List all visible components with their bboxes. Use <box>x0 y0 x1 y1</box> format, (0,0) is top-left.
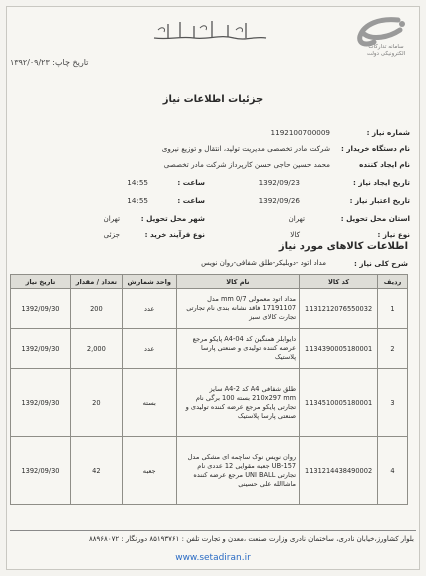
row-name: روان نویس نوک ساچمه ای مشکی مدل UB-157 جعبه مقوایی 12 عددی نام تجارتی UNI BALL مرجع عرضه کننده ماشاالله علی حسینی <box>176 437 299 505</box>
page-title: جزئیات اطلاعات نیاز <box>162 94 264 105</box>
row-code: 1131214438490002 <box>300 437 378 505</box>
logo-text: سامانه تدارکات الکترونیکی دولت <box>366 44 406 57</box>
goods-table-header <box>11 275 408 289</box>
footer-address: بلوار کشاورز،خیابان نادری، ساختمان نادری وزارت صنعت ،معدن و تجارت تلفن : ۸۵۱۹۳۷۶۱ دورنگار : ۸۸۹۶۸۰۷۲ <box>89 535 414 543</box>
table-row <box>11 369 408 437</box>
row-qty: 200 <box>70 289 122 329</box>
table-row <box>11 289 408 329</box>
row-code: 1134390005180001 <box>300 329 378 369</box>
row-code: 1131212076550032 <box>300 289 378 329</box>
row-date: 1392/09/30 <box>11 437 71 505</box>
row-date: 1392/09/30 <box>11 369 71 437</box>
validity-date-value: 1392/09/26 <box>258 196 300 205</box>
creator-label: نام ایجاد کننده <box>359 160 410 169</box>
general-description-value: مداد اتود -دوبلیکر-طلق شفافی-روان نویس <box>201 259 326 267</box>
need-type-label: نوع نیاز : <box>377 230 410 239</box>
goods-section-title: اطلاعات کالاهای مورد نیاز <box>278 241 408 252</box>
row-unit: جعبه <box>122 437 176 505</box>
create-time-label: ساعت : <box>177 178 205 187</box>
footer-url[interactable]: www.setadiran.ir <box>175 553 251 563</box>
purchase-type-value: جزئی <box>103 230 120 239</box>
row-name: دایوابلر همنگین کد A4-04 پایکو مرجع عرضه کننده تولیدی و صنعتی پارسا پلاستیک <box>176 329 299 369</box>
row-qty: 2,000 <box>70 329 122 369</box>
row-unit: بسته <box>122 369 176 437</box>
city-label: شهر محل تحویل : <box>140 214 205 223</box>
row-name: مداد اتود معمولی 0/7 mm مدل 17191107 فاقد نشانه بندی نام تجارتی تجارت کالای سبز <box>176 289 299 329</box>
general-description-label: شرح کلی نیاز : <box>354 259 408 268</box>
col-qty: تعداد / مقدار <box>70 275 122 289</box>
buyer-value: شرکت مادر تخصصی مدیریت تولید، انتقال و توزیع نیروی <box>161 144 330 153</box>
goods-table <box>10 274 408 505</box>
create-date-label: تاریخ ایجاد نیاز : <box>353 178 410 187</box>
need-number-value: 1192100700009 <box>270 128 330 137</box>
col-unit: واحد شمارش <box>122 275 176 289</box>
footer-divider <box>10 530 416 531</box>
create-date-value: 1392/09/23 <box>258 178 300 187</box>
create-time-value: 14:55 <box>127 178 148 187</box>
row-code: 1134510005180001 <box>300 369 378 437</box>
print-date: تاریخ چاپ: ۱۳۹۲/۰۹/۲۳ <box>10 58 89 67</box>
table-row <box>11 329 408 369</box>
col-index: ردیف <box>378 275 408 289</box>
purchase-type-label: نوع فرآیند خرید : <box>144 230 205 239</box>
province-value: تهران <box>288 214 305 223</box>
need-type-value: کالا <box>290 230 300 239</box>
row-index: 3 <box>378 369 408 437</box>
col-code: کد کالا <box>300 275 378 289</box>
need-number-label: شماره نیاز : <box>366 128 410 137</box>
row-date: 1392/09/30 <box>11 329 71 369</box>
row-date: 1392/09/30 <box>11 289 71 329</box>
col-date: تاریخ نیاز <box>11 275 71 289</box>
table-row <box>11 437 408 505</box>
row-unit: عدد <box>122 329 176 369</box>
province-label: استان محل تحویل : <box>340 214 410 223</box>
creator-value: محمد حسین حاجی حسن کارپرداز شرکت مادر تخصصی <box>163 160 330 169</box>
row-qty: 20 <box>70 369 122 437</box>
row-qty: 42 <box>70 437 122 505</box>
col-name: نام کالا <box>176 275 299 289</box>
row-index: 1 <box>378 289 408 329</box>
validity-date-label: تاریخ اعتبار نیاز : <box>349 196 410 205</box>
validity-time-value: 14:55 <box>127 196 148 205</box>
city-value: تهران <box>103 214 120 223</box>
row-unit: عدد <box>122 289 176 329</box>
row-name: طلق شفافی A4 کد A4-2 سایز 210x297 mm بسته 100 برگی نام تجارتی پایکو مرجع عرضه کننده تولیدی و صنعتی پارسا پلاستیک <box>176 369 299 437</box>
row-index: 2 <box>378 329 408 369</box>
validity-time-label: ساعت : <box>177 196 205 205</box>
buyer-label: نام دستگاه خریدار : <box>341 144 410 153</box>
row-index: 4 <box>378 437 408 505</box>
bismillah-calligraphy-icon <box>150 16 270 48</box>
